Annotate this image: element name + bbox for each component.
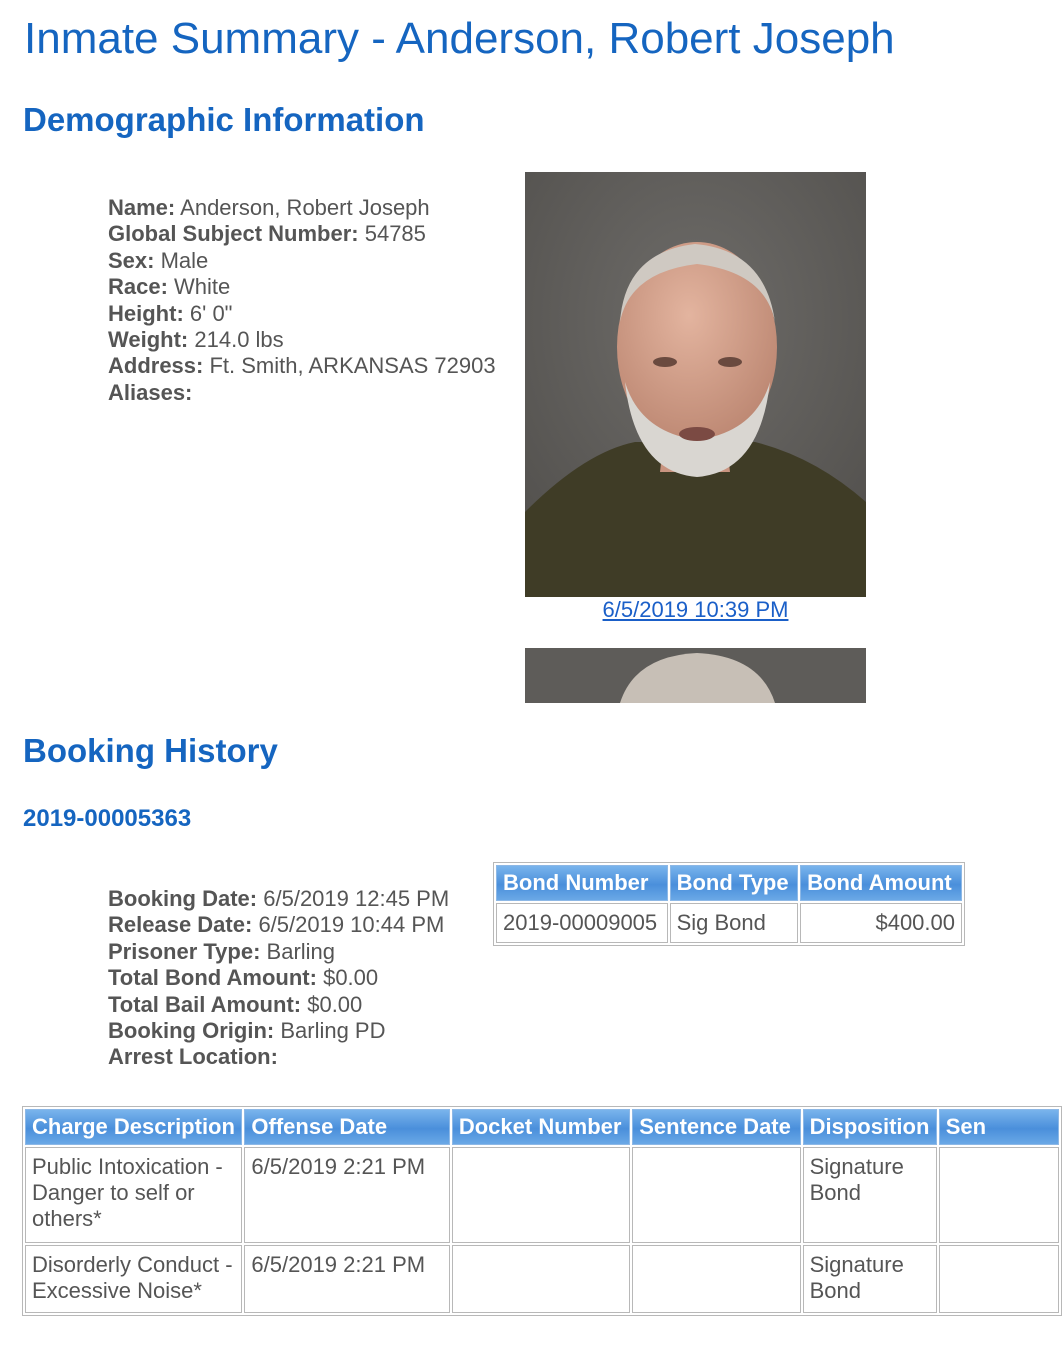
field-aliases: Aliases: xyxy=(108,379,193,405)
sentence-date-cell xyxy=(632,1245,800,1313)
charge-description-header[interactable]: Charge Description xyxy=(25,1109,242,1145)
photo-date-link[interactable]: 6/5/2019 10:39 PM xyxy=(602,597,789,622)
field-booking-date: Booking Date: 6/5/2019 12:45 PM xyxy=(108,886,450,911)
field-sex: Sex: Male xyxy=(108,247,209,273)
field-address: Address: Ft. Smith, ARKANSAS 72903 xyxy=(108,353,496,379)
sentence-header[interactable]: Sen xyxy=(939,1109,1059,1145)
docket-number-cell xyxy=(452,1147,630,1243)
sentence-date-cell xyxy=(632,1147,800,1243)
bond-number-cell: 2019-00009005 xyxy=(496,903,668,943)
offense-date-header[interactable]: Offense Date xyxy=(244,1109,449,1145)
field-weight: Weight: 214.0 lbs xyxy=(108,327,284,353)
bond-table xyxy=(493,862,965,946)
disposition-cell: Signature Bond xyxy=(803,1245,937,1313)
field-global-subject-number: Global Subject Number: 54785 xyxy=(108,221,426,247)
bond-amount-header[interactable]: Bond Amount xyxy=(800,865,962,901)
field-release-date: Release Date: 6/5/2019 10:44 PM xyxy=(108,912,445,938)
bond-number-header[interactable]: Bond Number xyxy=(496,865,668,901)
disposition-header[interactable]: Disposition xyxy=(803,1109,937,1145)
mugshot-photo[interactable] xyxy=(525,172,866,597)
demographic-heading: Demographic Information xyxy=(23,101,425,138)
sentence-cell xyxy=(939,1147,1059,1243)
field-booking-origin: Booking Origin: Barling PD xyxy=(108,1018,386,1044)
demographic-details xyxy=(108,195,496,406)
charge-table xyxy=(22,1106,1062,1316)
bond-amount-cell: $400.00 xyxy=(800,903,962,943)
field-total-bail-amount: Total Bail Amount: $0.00 xyxy=(108,991,363,1017)
table-row xyxy=(25,1147,1059,1243)
charge-description-cell: Public Intoxication - Danger to self or others* xyxy=(25,1147,242,1243)
bond-type-cell: Sig Bond xyxy=(670,903,799,943)
booking-history-heading: Booking History xyxy=(23,732,278,769)
bond-table-header xyxy=(496,865,962,901)
offense-date-cell: 6/5/2019 2:21 PM xyxy=(244,1245,449,1313)
booking-number: 2019-00005363 xyxy=(23,805,192,832)
field-prisoner-type: Prisoner Type: Barling xyxy=(108,938,336,964)
field-race: Race: White xyxy=(108,274,231,300)
page-title: Inmate Summary - Anderson, Robert Joseph xyxy=(24,14,895,63)
charge-table-container[interactable] xyxy=(22,1106,987,1316)
field-height: Height: 6' 0" xyxy=(108,300,233,326)
docket-number-header[interactable]: Docket Number xyxy=(452,1109,630,1145)
sentence-cell xyxy=(939,1245,1059,1313)
sentence-date-header[interactable]: Sentence Date xyxy=(632,1109,800,1145)
offense-date-cell: 6/5/2019 2:21 PM xyxy=(244,1147,449,1243)
field-total-bond-amount: Total Bond Amount: $0.00 xyxy=(108,965,379,991)
booking-details xyxy=(108,886,449,1071)
bond-type-header[interactable]: Bond Type xyxy=(670,865,799,901)
disposition-cell: Signature Bond xyxy=(803,1147,937,1243)
table-row xyxy=(496,903,962,943)
field-arrest-location: Arrest Location: xyxy=(108,1044,278,1070)
table-row xyxy=(25,1245,1059,1313)
docket-number-cell xyxy=(452,1245,630,1313)
field-name: Name: Anderson, Robert Joseph xyxy=(108,195,430,220)
mugshot-photo-2[interactable] xyxy=(525,648,866,703)
charge-description-cell: Disorderly Conduct - Excessive Noise* xyxy=(25,1245,242,1313)
charge-table-header xyxy=(25,1109,1059,1145)
